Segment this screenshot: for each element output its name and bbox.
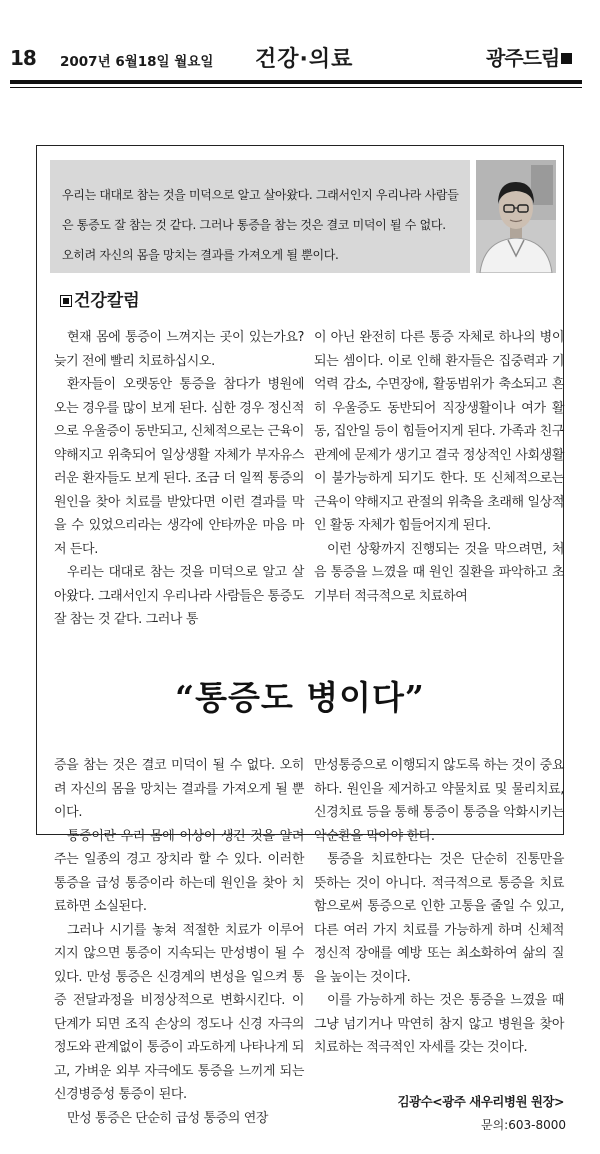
newspaper-logo <box>486 42 572 71</box>
issue-date: 2007년 6월18일 월요일 <box>60 54 214 70</box>
page-number: 18 <box>10 46 36 70</box>
contact-info: 문의:603-8000 <box>480 1118 566 1132</box>
body-column-1 <box>54 326 304 632</box>
square-bullet-icon <box>60 295 72 307</box>
header-rule <box>10 80 582 84</box>
paragraph: 이를 가능하게 하는 것은 통증을 느꼈을 때 그냥 넘기거나 막연히 참지 않고 병원을 찾아 치료하는 적극적인 자세를 갖는 것이다. <box>314 993 564 1055</box>
author-byline: 김광수<광주 새우리병원 원장> <box>397 1094 564 1109</box>
paragraph: 만성통증으로 이행되지 않도록 하는 것이 중요하다. 원인을 제거하고 약물치료 및 물리치료, 신경치료 등을 통해 통증이 통증을 악화시키는 악순환을 막아야 한다. <box>314 758 564 844</box>
logo-mark-icon <box>561 53 572 64</box>
paragraph: 통증이란 우리 몸에 이상이 생긴 것을 알려주는 일종의 경고 장치라 할 수 있다. 이러한 통증을 급성 통증이라 하는데 원인을 찾아 치료하면 소실된다. <box>54 828 304 914</box>
column-label <box>60 286 140 311</box>
logo-text: 광주드림 <box>486 46 560 70</box>
paragraph: 현재 몸에 통증이 느껴지는 곳이 있는가요? 늦기 전에 빨리 치료하십시오. <box>54 330 304 369</box>
header-rule-thin <box>10 87 582 88</box>
paragraph: 만성 통증은 단순히 급성 통증의 연장 <box>67 1110 269 1126</box>
column-label-text: 건강칼럼 <box>74 291 140 311</box>
paragraph: 그러나 시기를 놓쳐 적절한 치료가 이루어지지 않으면 통증이 지속되는 만성병이 될 수 있다. 만성 통증은 신경계의 변성을 일으켜 통증 전달과정을 비정상적으로 변화시킨다. 이 단계가 되면 조직 손상의 정도나 신경 자극의 정도와 관계없이 통증이 과도하게 나타나게 되고, 가벼운 외부 자극에도 통증을 느끼게 되는 신경병증성 통증이 된다. <box>54 922 304 1102</box>
article-headline: “통증도 병이다” <box>175 678 425 717</box>
paragraph: 우리는 대대로 참는 것을 미덕으로 알고 살아왔다. 그래서인지 우리나라 사람들은 통증도 잘 참는 것 같다. 그러나 통 <box>54 565 304 627</box>
paragraph: 증을 참는 것은 결코 미덕이 될 수 없다. 오히려 자신의 몸을 망치는 결과를 가져오게 될 뿐이다. <box>54 758 304 820</box>
section-title: 건강·의료 <box>255 47 354 72</box>
paragraph: 이런 상황까지 진행되는 것을 막으려면, 처음 통증을 느꼈을 때 원인 질환을 파악하고 초기부터 적극적으로 치료하여 <box>314 541 564 604</box>
intro-summary: 우리는 대대로 참는 것을 미덕으로 알고 살아왔다. 그래서인지 우리나라 사람들은 통증도 잘 참는 것 같다. 그러나 통증을 참는 것은 결코 미덕이 될 수 없다. 오히려 자신의 몸을 망치는 결과를 가져오게 될 뿐이다. <box>50 160 470 273</box>
body-column-3 <box>54 754 304 1130</box>
paragraph: 이 아닌 완전히 다른 통증 자체로 하나의 병이 되는 셈이다. 이로 인해 환자들은 집중력과 기억력 감소, 수면장애, 활동범위가 축소되고 흔히 우울증도 동반되어 직장생활이나 여가 활동, 집안일 등이 힘들어지게 된다. 가족과 친구관계에 문제가 생기고 결국 정상적인 사회생활이 불가능하게 되기도 한다. 또 신체적으로는 근육이 약해지고 관절의 위축을 초래해 일상적인 활동 자체가 힘들어지게 된다. <box>314 330 564 533</box>
paragraph: 통증을 치료한다는 것은 단순히 진통만을 뜻하는 것이 아니다. 적극적으로 통증을 치료함으로써 통증으로 인한 고통을 줄일 수 있고, 다른 여러 가지 치료를 가능하게 하며 신체적 정신적 장애를 예방 또는 최소화하여 삶의 질을 높이는 것이다. <box>314 852 564 985</box>
body-column-2 <box>314 326 564 608</box>
body-column-4 <box>314 754 564 1060</box>
author-photo <box>476 160 556 273</box>
paragraph: 환자들이 오랫동안 통증을 참다가 병원에 오는 경우를 많이 보게 된다. 심한 경우 정신적으로 우울증이 동반되고, 신체적으로는 근육이 약해지고 위축되어 일상생활 자체가 부자유스러운 환자들도 보게 된다. 조금 더 일찍 통증의 원인을 찾아 치료를 받았다면 이런 결과를 막을 수 있었으리라는 생각에 안타까운 마음 마저 든다. <box>54 377 304 557</box>
